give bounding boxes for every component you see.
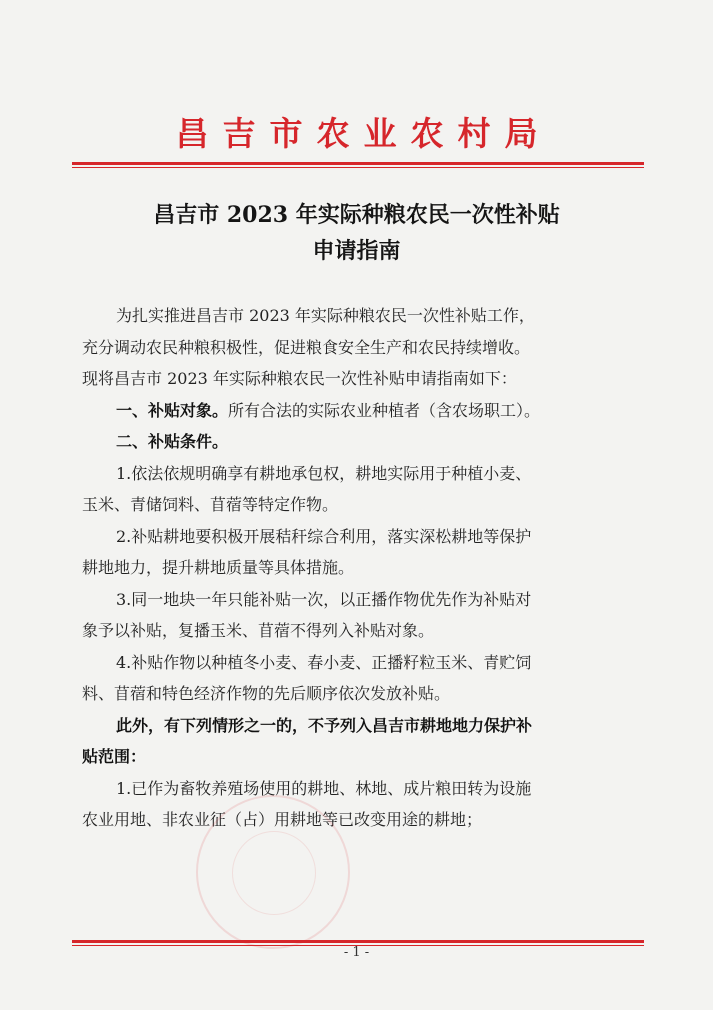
condition-4-line-1: 4.补贴作物以种植冬小麦、春小麦、正播籽粒玉米、青贮饲 [116,652,532,672]
section-1-text: 所有合法的实际农业种植者（含农场职工）。 [228,400,541,420]
intro-line-3: 现将昌吉市 2023 年实际种粮农民一次性补贴申请指南如下： [82,369,517,388]
page-number: - 1 - [343,945,370,960]
section-2-heading: 二、补贴条件。 [116,432,229,451]
condition-2-line-2: 耕地地力，提升耕地质量等具体措施。 [82,558,355,577]
condition-2-line-1: 2.补贴耕地要积极开展秸秆综合利用，落实深松耕地等保护 [116,526,532,546]
condition-3-line-1: 3.同一地块一年只能补贴一次，以正播作物优先作为补贴对 [116,589,532,609]
condition-4-line-2: 料、苜蓿和特色经济作物的先后顺序依次发放补贴。 [82,684,451,703]
exclusion-intro-line-2: 贴范围： [82,747,147,766]
document-title-line-2: 申请指南 [312,238,401,264]
exclusion-1-line-2: 农业用地、非农业征（占）用耕地等已改变用途的耕地； [82,810,483,829]
section-1-heading: 一、补贴对象。 [116,400,229,420]
intro-line-2: 充分调动农民种粮积极性，促进粮食安全生产和农民持续增收。 [82,337,531,357]
masthead-red-rule-thin [72,167,644,168]
footer-red-rule [72,940,644,943]
document-title [0,197,713,269]
condition-3-line-2: 象予以补贴，复播玉米、苜蓿不得列入补贴对象。 [82,621,435,640]
condition-1-line-2: 玉米、青储饲料、苜蓿等特定作物。 [82,495,339,514]
exclusion-1-line-1: 1.已作为畜牧养殖场使用的耕地、林地、成片粮田转为设施 [116,778,532,798]
masthead-red-rule [72,162,644,165]
section-1 [82,395,628,427]
document-title-line-1: 昌吉市 2023 年实际种粮农民一次性补贴 [153,202,560,228]
intro-line-1: 为扎实推进昌吉市 2023 年实际种粮农民一次性补贴工作， [116,306,535,325]
faded-seal-inner-ring [232,831,316,915]
masthead-title: 昌吉市农业农村局 [175,114,552,153]
condition-1-line-1: 1.依法依规明确享有耕地承包权，耕地实际用于种植小麦、 [116,463,532,483]
exclusion-intro-line-1: 此外，有下列情形之一的，不予列入昌吉市耕地地力保护补 [116,715,533,735]
document-body [82,300,628,836]
